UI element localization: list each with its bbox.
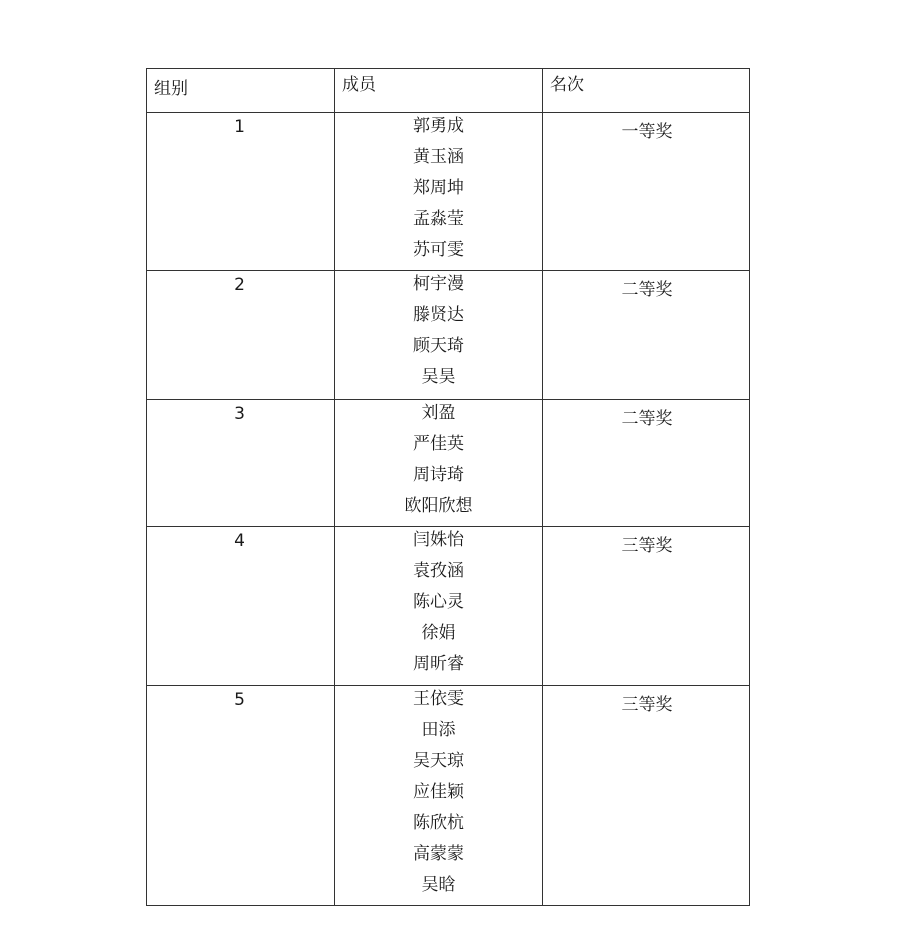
table-row bbox=[147, 113, 750, 271]
rank-label: 三等奖 bbox=[621, 695, 673, 715]
member-name: 闫姝怡 bbox=[413, 530, 464, 550]
member-name: 徐娟 bbox=[421, 623, 456, 643]
members-cell bbox=[335, 686, 543, 906]
members-cell bbox=[335, 271, 543, 400]
member-name: 吴昊 bbox=[421, 367, 456, 387]
table-row bbox=[147, 400, 750, 527]
rank-label: 二等奖 bbox=[621, 409, 673, 429]
member-name: 柯宇漫 bbox=[413, 274, 464, 294]
member-name: 陈欣杭 bbox=[413, 813, 464, 833]
group-number: 5 bbox=[234, 690, 245, 710]
member-name: 滕贤达 bbox=[413, 305, 464, 325]
group-number: 3 bbox=[234, 404, 245, 424]
table-row bbox=[147, 686, 750, 906]
member-name: 吴天琼 bbox=[413, 751, 464, 771]
member-name: 郑周坤 bbox=[413, 178, 464, 198]
rank-cell bbox=[543, 400, 750, 527]
member-name: 袁孜涵 bbox=[413, 561, 464, 581]
rank-cell bbox=[543, 686, 750, 906]
member-name: 田添 bbox=[421, 720, 456, 740]
member-name: 王依雯 bbox=[413, 689, 464, 709]
group-cell bbox=[147, 527, 335, 686]
group-cell bbox=[147, 686, 335, 906]
group-cell bbox=[147, 271, 335, 400]
table-row bbox=[147, 527, 750, 686]
members-cell bbox=[335, 113, 543, 271]
member-name: 严佳英 bbox=[413, 434, 464, 454]
group-cell bbox=[147, 113, 335, 271]
member-name: 欧阳欣想 bbox=[404, 496, 473, 516]
member-name: 苏可雯 bbox=[413, 240, 464, 260]
rank-label: 二等奖 bbox=[621, 280, 673, 300]
group-number: 4 bbox=[234, 531, 245, 551]
rank-cell bbox=[543, 113, 750, 271]
member-name: 应佳颖 bbox=[413, 782, 464, 802]
rank-label: 三等奖 bbox=[621, 536, 673, 556]
rank-cell bbox=[543, 271, 750, 400]
awards-table bbox=[146, 68, 750, 906]
member-name: 吴晗 bbox=[421, 875, 456, 895]
member-name: 周诗琦 bbox=[413, 465, 464, 485]
members-cell bbox=[335, 400, 543, 527]
header-row bbox=[147, 69, 750, 113]
member-name: 陈心灵 bbox=[413, 592, 464, 612]
group-number: 1 bbox=[234, 117, 245, 137]
member-name: 刘盈 bbox=[421, 403, 456, 423]
members-cell bbox=[335, 527, 543, 686]
member-name: 郭勇成 bbox=[413, 116, 464, 136]
member-name: 高蒙蒙 bbox=[413, 844, 464, 864]
member-name: 顾天琦 bbox=[413, 336, 464, 356]
rank-cell bbox=[543, 527, 750, 686]
member-name: 黄玉涵 bbox=[413, 147, 464, 167]
table-row bbox=[147, 271, 750, 400]
header-group: 组别 bbox=[147, 69, 335, 113]
group-number: 2 bbox=[234, 275, 245, 295]
header-members: 成员 bbox=[335, 69, 543, 113]
member-name: 周昕睿 bbox=[413, 654, 464, 674]
member-name: 孟淼莹 bbox=[413, 209, 464, 229]
header-rank: 名次 bbox=[543, 69, 750, 113]
rank-label: 一等奖 bbox=[621, 122, 673, 142]
group-cell bbox=[147, 400, 335, 527]
